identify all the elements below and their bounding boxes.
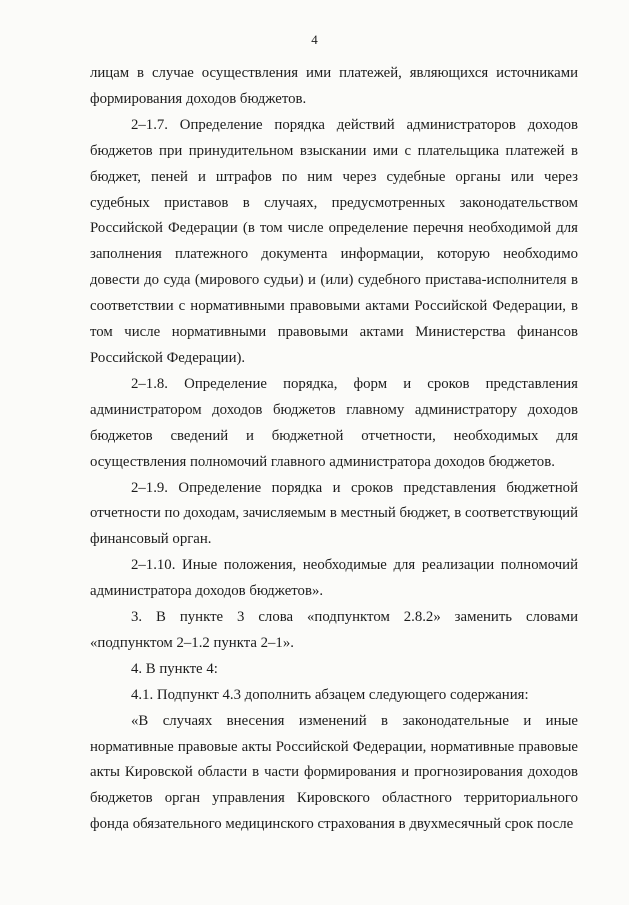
page-number: 4: [311, 32, 318, 47]
paragraph-item-3: 3. В пункте 3 слова «подпунктом 2.8.2» заменить словами «подпунктом 2–1.2 пункта 2–1».: [90, 609, 578, 651]
paragraph-item-4-1: 4.1. Подпункт 4.3 дополнить абзацем следующего содержания:: [131, 686, 529, 703]
paragraph-2-1-7: 2–1.7. Определение порядка действий администраторов доходов бюджетов при принудительном взыскании ими с плательщика платежей в бюджет, пеней и штрафов по ним через судебные органы или через судебных приставов в случаях, предусмотренных законодательством Российской Федерации (в том числе определение перечня необходимой для заполнения платежного документа информации, которую необходимо довести до суда (мирового судьи) и (или) судебного пристава-исполнителя в соответствии с нормативными правовыми актами Российской Федерации, в том числе нормативными правовыми актами Министерства финансов Российской Федерации).: [90, 116, 578, 366]
paragraph-2-1-10: 2–1.10. Иные положения, необходимые для реализации полномочий администратора доходов бюджетов».: [90, 557, 578, 600]
paragraph-quoted-addition: «В случаях внесения изменений в законодательные и иные нормативные правовые акты Российской Федерации, нормативные правовые акты Кировской области в части формирования и прогнозирования доходов бюджетов орган управления Кировского областного территориального фонда обязательного медицинского страхования в двухмесячный срок после: [90, 712, 578, 833]
paragraph-continuation: лицам в случае осуществления ими платежей, являющихся источниками формирования доходов бюджетов.: [90, 65, 578, 107]
paragraph-item-4: 4. В пункте 4:: [131, 660, 218, 677]
document-body: [90, 61, 578, 838]
paragraph-2-1-9: 2–1.9. Определение порядка и сроков представления бюджетной отчетности по доходам, зачисляемым в местный бюджет, в соответствующий финансовый орган.: [90, 479, 578, 548]
paragraph-2-1-8: 2–1.8. Определение порядка, форм и сроков представления администратором доходов бюджетов главному администратору доходов бюджетов сведений и бюджетной отчетности, необходимых для осуществления полномочий главного администратора доходов бюджетов.: [90, 375, 578, 470]
